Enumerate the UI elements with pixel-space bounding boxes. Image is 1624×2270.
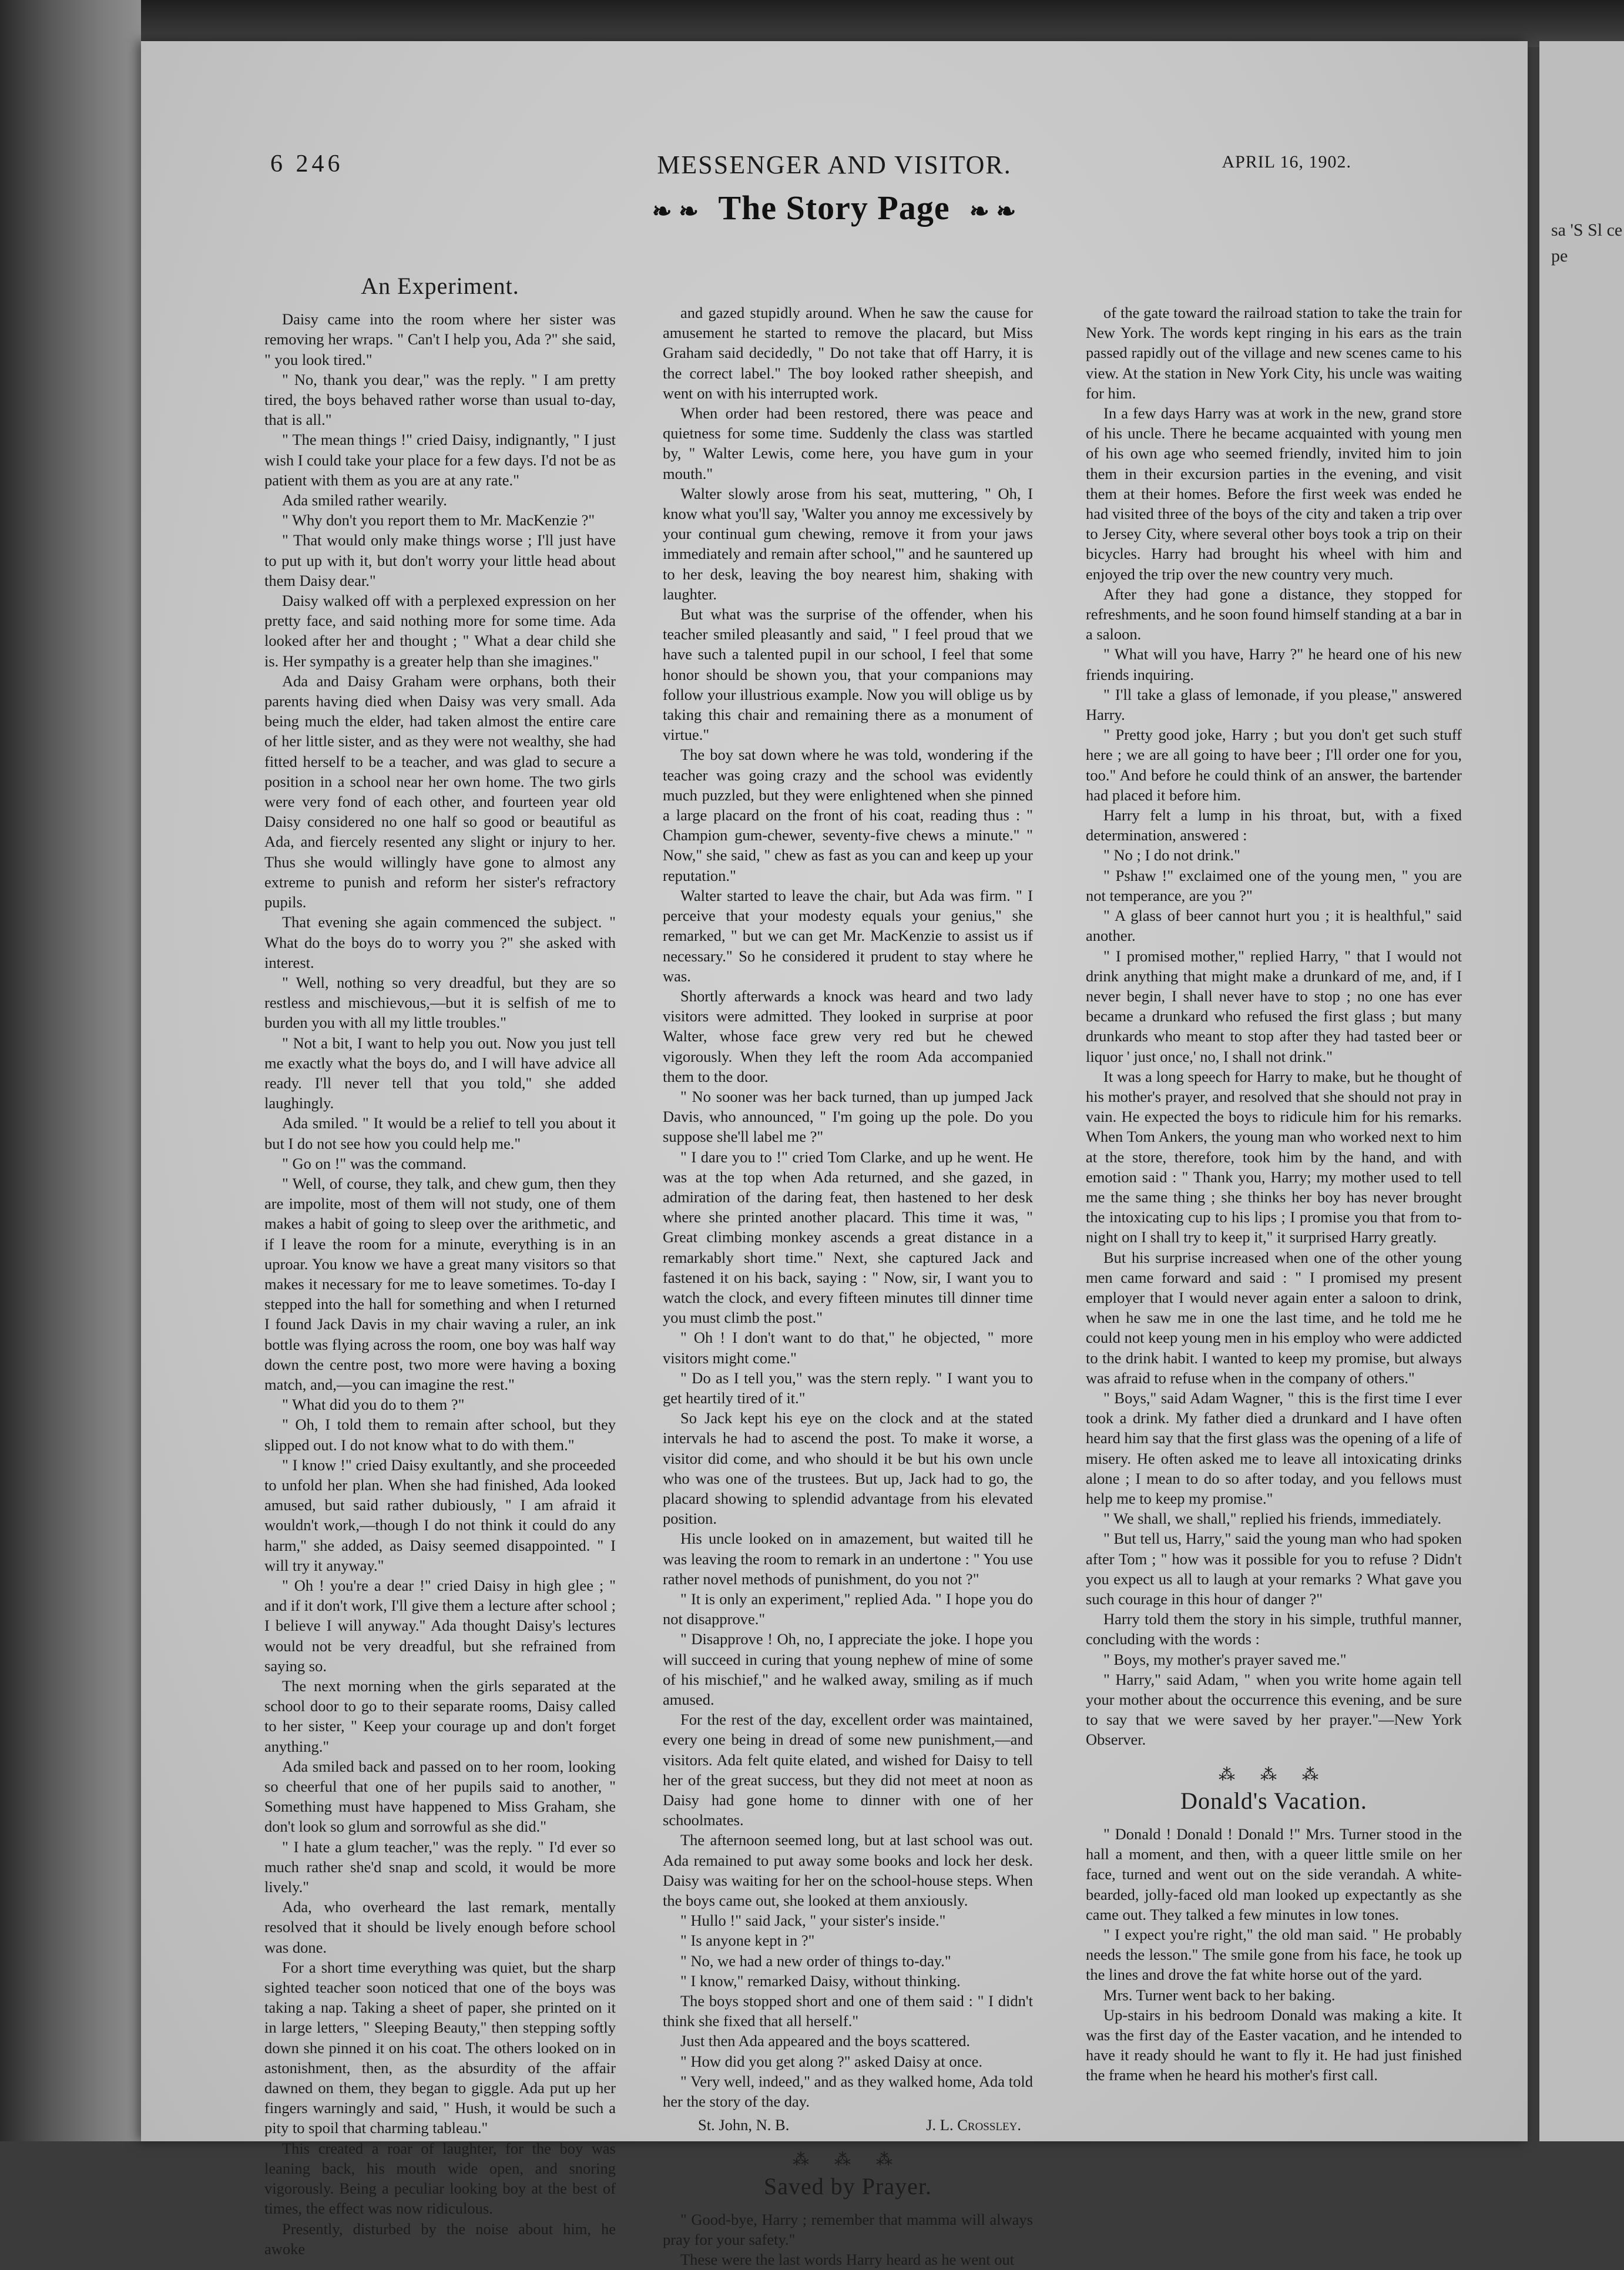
column-1 — [264, 273, 616, 2259]
newspaper-page — [141, 41, 1528, 2269]
paragraph: " Is anyone kept in ?" — [680, 1932, 815, 1950]
flourish-ornament-left: ❧ ❧ — [652, 198, 699, 224]
paragraph: " Very well, indeed," and as they walked home, Ada told her the story of the day. — [663, 2072, 1033, 2111]
paragraph: But his surprise increased when one of the other young men came forward and said : " I promised my present employer that I would never again enter a saloon to drink, when he saw me in one the last time, and he told me he could not keep young men in his employ who were addicted to the drink habit. I wanted to keep my promise, but always was afraid to refuse when in the company of others." — [1086, 1248, 1462, 1387]
column-3 — [1086, 303, 1462, 2085]
paragraph: " I know," remarked Daisy, without thinking. — [680, 1971, 961, 1990]
byline-place: St. John, N. B. — [698, 2116, 790, 2134]
adjacent-page-edge — [1539, 41, 1624, 2141]
paragraph: " Good-bye, Harry ; remember that mamma will always pray for your safety." — [663, 2210, 1033, 2249]
paragraph: After they had gone a distance, they stopped for refreshments, and he soon found himself standing at a bar in a saloon. — [1086, 585, 1462, 643]
paragraph: " Why don't you report them to Mr. MacKenzie ?" — [282, 511, 595, 529]
byline — [663, 2115, 1033, 2135]
paragraph: " Do as I tell you," was the stern reply. " I want you to get heartily tired of it." — [663, 1369, 1033, 1407]
paragraph: For a short time everything was quiet, but the sharp sighted teacher soon noticed that one of the boys was taking a nap. Taking a sheet of paper, she printed on it in large letters, " Sleeping Beauty," then stepping softly down she pinned it on his coat. The others looked on in astonishment, then, as the absurdity of the affair dawned on them, they began to giggle. Ada put up her fingers warningly and said, " Hush, it would be such a pity to spoil that charming tableau." — [264, 1958, 616, 2137]
paragraph: Daisy walked off with a perplexed expression on her pretty face, and said nothing more for some time. Ada looked after her and thought ; " What a dear child she is. Her sympathy is a greater help than she imagines." — [264, 592, 616, 670]
paragraph: Ada, who overheard the last remark, mentally resolved that it should be lively enough before school was done. — [264, 1898, 616, 1956]
paragraph: " A glass of beer cannot hurt you ; it is healthful," said another. — [1086, 907, 1462, 945]
page-header — [141, 150, 1528, 191]
binding-edge — [0, 0, 141, 2141]
paragraph: and gazed stupidly around. When he saw the cause for amusement he started to remove the placard, but Miss Graham said decidedly, " Do not take that off Harry, it is the correct label." The boy looked rather sheepish, and went on with his interrupted work. — [663, 304, 1033, 402]
paragraph: " What did you do to them ?" — [282, 1396, 465, 1414]
masthead: MESSENGER AND VISITOR. — [657, 150, 1012, 179]
paragraph: " I dare you to !" cried Tom Clarke, and up he went. He was at the top when Ada returned, and she gazed, in admiration of the daring feat, then hastened to her desk where she printed another placard. This time it was, " Great climbing monkey ascends a great distance in a remarkably short time." Next, she captured Jack and fastened it on his back, saying : " Now, sir, I want you to watch the clock, and every fifteen minutes till dinner time you must climb the post." — [663, 1148, 1033, 1327]
paragraph: When order had been restored, there was peace and quietness for some time. Suddenly the class was startled by, " Walter Lewis, come here, you have gum in your mouth." — [663, 404, 1033, 482]
paragraph: Walter slowly arose from his seat, muttering, " Oh, I know what you'll say, 'Walter you annoy me excessively by your continual gum chewing, remove it from your jaws immediately and remain after school,'" and he sauntered up to her desk, leaving the boy nearest him, shaking with laughter. — [663, 484, 1033, 603]
paragraph: " Pshaw !" exclaimed one of the young men, " you are not temperance, are you ?" — [1086, 866, 1462, 904]
story-title-an-experiment: An Experiment. — [361, 273, 519, 299]
paragraph: " I'll take a glass of lemonade, if you please," answered Harry. — [1086, 685, 1462, 724]
paragraph: The next morning when the girls separated at the school door to go to their separate rooms, Daisy called to her sister, " Keep your courage up and don't forget anything." — [264, 1677, 616, 1755]
paragraph: " We shall, we shall," replied his friends, immediately. — [1103, 1510, 1442, 1528]
page-number: 6 246 — [270, 150, 344, 177]
paragraph: Ada smiled. " It would be a relief to tell you about it but I do not see how you could help me." — [264, 1114, 616, 1152]
paragraph: " That would only make things worse ; I'll just have to put up with it, but don't worry your little head about them Daisy dear." — [264, 531, 616, 589]
paragraph: " Pretty good joke, Harry ; but you don't get such stuff here ; we are all going to have beer ; I'll order one for you, too." And before he could think of an answer, the bartender had placed it before him. — [1086, 726, 1462, 804]
paragraph: " Harry," said Adam, " when you write home again tell your mother about the occurrence this evening, and be sure to say that we were saved by her prayer."—New York Observer. — [1086, 1670, 1462, 1749]
paragraph: " No, we had a new order of things to-day." — [680, 1952, 951, 1970]
section-title — [141, 188, 1528, 227]
paragraph: Presently, disturbed by the noise about him, he awoke — [264, 2219, 616, 2258]
paragraph: " What will you have, Harry ?" he heard one of his new friends inquiring. — [1086, 645, 1462, 683]
paragraph: " I hate a glum teacher," was the reply. " I'd ever so much rather she'd snap and scold, it would be more lively." — [264, 1838, 616, 1896]
paragraph: But what was the surprise of the offender, when his teacher smiled pleasantly and said, " I feel proud that we have such a talented pupil in our school, I feel that some honor should be shown you, that your companions may follow your illustrious example. Now you will oblige us by taking this chair and remaining there as a monument of virtue." — [663, 605, 1033, 744]
paragraph: " Hullo !" said Jack, " your sister's inside." — [680, 1912, 946, 1930]
paragraph: " Well, nothing so very dreadful, but they are so restless and mischievous,—but it is selfish of me to burden you with all my little troubles." — [264, 973, 616, 1032]
paragraph: Walter started to leave the chair, but Ada was firm. " I perceive that your modesty equals your genius," she remarked, " but we can get Mr. MacKenzie to assist us if necessary." So he considered it prudent to stay where he was. — [663, 886, 1033, 985]
paragraph: " I promised mother," replied Harry, " that I would not drink anything that might make a drunkard of me, and, if I never begin, I shall never have to stop ; no one has ever became a drunkard who refused the first glass ; but many drunkards who meant to stop after they had tasted beer or liquor ' just once,' no, I shall not drink." — [1086, 947, 1462, 1065]
paragraph: Ada smiled back and passed on to her room, looking so cheerful that one of her pupils said to another, " Something must have happened to Miss Graham, she don't look so glum and sorrowful as she did." — [264, 1757, 616, 1836]
paragraph: " It is only an experiment," replied Ada. " I hope you do not disapprove." — [663, 1590, 1033, 1628]
paragraph: " Boys, my mother's prayer saved me." — [1103, 1650, 1347, 1668]
paragraph: " Oh ! you're a dear !" cried Daisy in high glee ; " and if it don't work, I'll give them a lecture after school ; I believe I will anyway." Ada thought Daisy's lectures would not be very dreadful, but she refrained from saying so. — [264, 1577, 616, 1675]
paragraph: The boy sat down where he was told, wondering if the teacher was going crazy and the school was evidently much puzzled, but they were enlightened when she pinned a large placard on the front of his coat, reading thus : " Champion gum-chewer, seventy-five chews a minute." " Now," she said, " chew as fast as you can and keep up your reputation." — [663, 746, 1033, 884]
paragraph: " Donald ! Donald ! Donald !" Mrs. Turner stood in the hall a moment, and then, with a queer little smile on her face, turned and went out on the side verandah. A white-bearded, jolly-faced old man looked up expectantly as she came out. They talked a few minutes in low tones. — [1086, 1825, 1462, 1923]
paragraph: Mrs. Turner went back to her baking. — [1103, 1986, 1336, 2004]
paragraph: " Go on !" was the command. — [282, 1154, 467, 1172]
paragraph: This created a roar of laughter, for the boy was leaning back, his mouth wide open, and snoring vigorously. Being a peculiar looking boy at the best of times, the effect was now ridiculous. — [264, 2139, 616, 2218]
paragraph: " The mean things !" cried Daisy, indignantly, " I just wish I could take your place for a few days. I'd not be as patient with them as you are at any rate." — [264, 431, 616, 489]
story-title-saved-by-prayer: Saved by Prayer. — [764, 2172, 932, 2199]
paragraph: " Boys," said Adam Wagner, " this is the first time I ever took a drink. My father died a drunkard and I have often heard him say that the first glass was the opening of a life of misery. He often asked me to leave all intoxicating drinks alone ; I mean to do so after today, and you fellows must help me to keep my promise." — [1086, 1389, 1462, 1507]
paragraph: " Disapprove ! Oh, no, I appreciate the joke. I hope you will succeed in curing that young nephew of mine of some of his mischief," and he walked away, smiling as if much amused. — [663, 1630, 1033, 1709]
paragraph: In a few days Harry was at work in the new, grand store of his uncle. There he became acquainted with young men of his own age who seemed friendly, invited him to join them in their excursion parties in the evening, and visit them at their homes. Before the first week was ended he had visited three of the boys of the city and taken a trip over to Jersey City, where several other boys took a trip on their bicycles. Harry had brought his wheel with him and enjoyed the trip over the new country very much. — [1086, 404, 1462, 583]
star-ornament: ⁂ ⁂ ⁂ — [793, 2151, 903, 2170]
paragraph: " Well, of course, they talk, and chew gum, then they are impolite, most of them will not study, one of them makes a habit of going to sleep over the arithmetic, and if I leave the room for a minute, everything is in an uproar. You know we have a great many visitors so that makes it necessary for me to leave sometimes. To-day I stepped into the hall for something and when I returned I found Jack Davis in my chair waving a ruler, an ink bottle was flying across the room, one boy was half way down the centre post, two more were having a boxing match, and,—you can imagine the rest." — [264, 1174, 616, 1393]
flourish-ornament-right: ❧ ❧ — [969, 198, 1017, 224]
paragraph: " No sooner was her back turned, than up jumped Jack Davis, who announced, " I'm going up the pole. Do you suppose she'll label me ?" — [663, 1087, 1033, 1146]
byline-author: J. L. Crossley. — [926, 2116, 1021, 2134]
paragraph: " But tell us, Harry," said the young man who had spoken after Tom ; " how was it possible for you to refuse ? Didn't you expect us all to laugh at your remarks ? What gave you such courage in this hour of danger ?" — [1086, 1530, 1462, 1608]
paragraph: " Not a bit, I want to help you out. Now you just tell me exactly what the boys do, and I will have advice all ready. I'll never tell that you told," she added laughingly. — [264, 1034, 616, 1112]
paragraph: " Oh ! I don't want to do that," he objected, " more visitors might come." — [663, 1329, 1033, 1367]
paragraph: Just then Ada appeared and the boys scattered. — [680, 2032, 971, 2050]
star-ornament: ⁂ ⁂ ⁂ — [1219, 1765, 1329, 1784]
paragraph: Shortly afterwards a knock was heard and two lady visitors were admitted. They looked in surprise at poor Walter, whose face grew very red but he chewed vigorously. When they left the room Ada accompanied them to the door. — [663, 987, 1033, 1085]
issue-date: APRIL 16, 1902. — [1222, 152, 1351, 172]
paragraph: Up-stairs in his bedroom Donald was making a kite. It was the first day of the Easter vacation, and he intended to have it ready should he want to fly it. He had just finished the frame when he heard his mother's first call. — [1086, 2006, 1462, 2084]
section-title-text: The Story Page — [718, 189, 950, 227]
paragraph: " Oh, I told them to remain after school, but they slipped out. I do not know what to do with them." — [264, 1416, 616, 1454]
paragraph: Daisy came into the room where her sister was removing her wraps. " Can't I help you, Ada ?" she said, " you look tired." — [264, 310, 616, 368]
paragraph: " No ; I do not drink." — [1103, 846, 1240, 864]
paragraph: It was a long speech for Harry to make, but he thought of his mother's prayer, and resolved that she should not pray in vain. He expected the boys to ridicule him for his remarks. When Tom Ankers, the young man who worked next to him at the store, therefore, took him by the hand, and with emotion said : " Thank you, Harry; my mother used to tell me the same thing ; she thinks her boy has never brought the intoxicating cup to his lips ; I promise you that from to-night on I shall try to keep it," it surprised Harry greatly. — [1086, 1067, 1462, 1246]
paragraph: " I expect you're right," the old man said. " He probably needs the lesson." The smile gone from his face, he took up the lines and drove the fat white horse out of the yard. — [1086, 1926, 1462, 1984]
paragraph: Ada and Daisy Graham were orphans, both their parents having died when Daisy was very small. Ada being much the elder, had taken almost the entire care of her little sister, and as they were not wealthy, she had fitted herself to be a teacher, and was glad to secure a position in a school near her own home. The two girls were very fond of each other, and fourteen year old Daisy considered no one half so good or beautiful as Ada, and fiercely resented any slight or injury to her. Thus she would willingly have gone to almost any extreme to punish and reform her sister's refractory pupils. — [264, 672, 616, 911]
adjacent-page-text: sa 'S Sl ce pe — [1551, 220, 1623, 266]
paragraph: Harry felt a lump in his throat, but, with a fixed determination, answered : — [1086, 806, 1462, 844]
paragraph: " How did you get along ?" asked Daisy at once. — [680, 2052, 982, 2070]
column-2 — [663, 303, 1033, 2270]
paragraph: of the gate toward the railroad station to take the train for New York. The words kept ringing in his ears as the train passed rapidly out of the village and new scenes came to his view. At the station in New York City, his uncle was waiting for him. — [1086, 304, 1462, 402]
paragraph: Ada smiled rather wearily. — [282, 491, 447, 509]
paragraph: His uncle looked on in amazement, but waited till he was leaving the room to remark in an undertone : " You use rather novel methods of punishment, do you not ?" — [663, 1530, 1033, 1588]
paragraph: For the rest of the day, excellent order was maintained, every one being in dread of some new punishment,—and visitors. Ada felt quite elated, and wished for Daisy to tell her of the great success, but they did not meet at noon as Daisy had gone home to dinner with one of her schoolmates. — [663, 1711, 1033, 1829]
scan-top-edge — [0, 0, 1624, 47]
story-title-donalds-vacation: Donald's Vacation. — [1180, 1787, 1367, 1814]
paragraph: " No, thank you dear," was the reply. " I am pretty tired, the boys behaved rather worse than usual to-day, that is all." — [264, 370, 616, 429]
paragraph: So Jack kept his eye on the clock and at the stated intervals he had to ascend the post. To make it worse, a visitor did come, and who should it be but his own uncle who was one of the trustees. But up, Jack had to go, the placard showing to splendid advantage from his elevated position. — [663, 1409, 1033, 1528]
paragraph: That evening she again commenced the subject. " What do the boys do to worry you ?" she asked with interest. — [264, 913, 616, 971]
paragraph: " I know !" cried Daisy exultantly, and she proceeded to unfold her plan. When she had finished, Ada looked amused, but said rather dubiously, " I am afraid it wouldn't work,—though I do not think it could do any harm," she added, as Daisy seemed disappointed. " I will try it anyway." — [264, 1456, 616, 1574]
paragraph: These were the last words Harry heard as he went out — [680, 2251, 1015, 2269]
paragraph: The afternoon seemed long, but at last school was out. Ada remained to put away some books and lock her desk. Daisy was waiting for her on the school-house steps. When the boys came out, she looked at them anxiously. — [663, 1831, 1033, 1910]
paragraph: The boys stopped short and one of them said : " I didn't think she fixed that all herself." — [663, 1992, 1033, 2030]
paragraph: Harry told them the story in his simple, truthful manner, concluding with the words : — [1086, 1610, 1462, 1648]
